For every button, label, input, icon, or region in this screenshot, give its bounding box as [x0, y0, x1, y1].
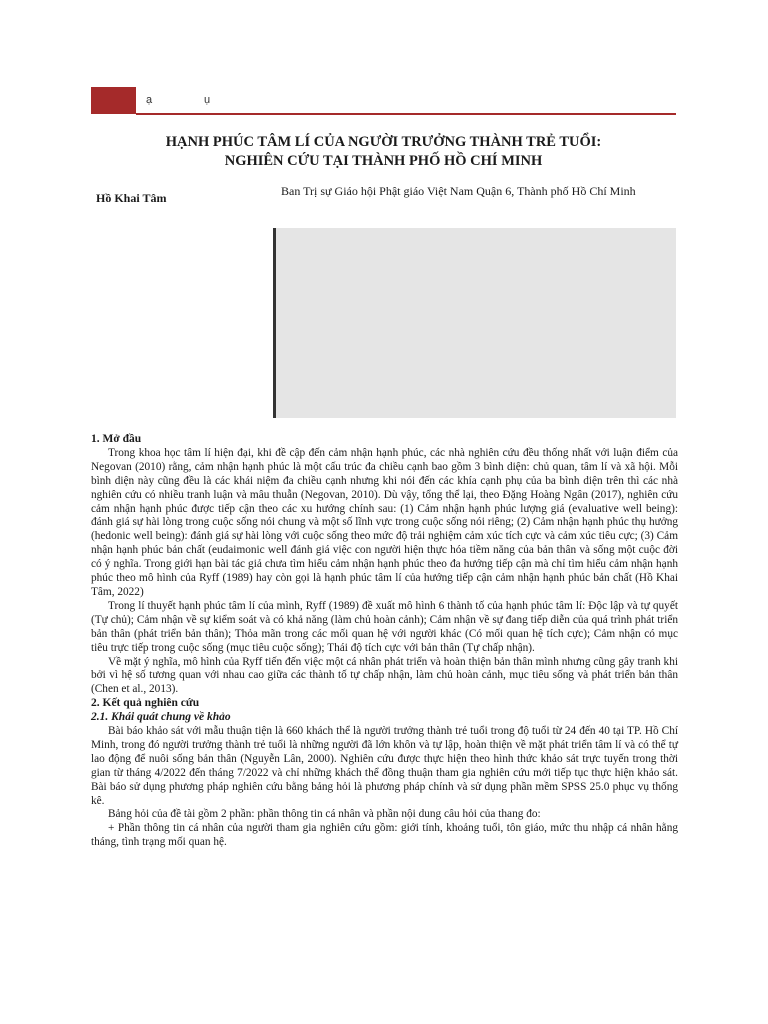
section-1-paragraph-1: Trong khoa học tâm lí hiện đại, khi đề cập đến cảm nhận hạnh phúc, các nhà nghiên cứu đều thống nhất với luận điểm của Negovan (2010) rằng, cảm nhận hạnh phúc là một cấu trúc đa chiều cạnh bao gồm 3 bình diện: chủ quan, tâm lí và xã hội. Mỗi bình diện này cũng đều là các khái niệm đa chiều cạnh nhưng khi nói đến các khía cạnh phụ của ba bình diện trên thì các nhà nghiên cứu có nhiều tranh luận và mâu thuẫn (Negovan, 2010). Dù vậy, tổng thể lại, theo Đặng Hoàng Ngân (2017), nghiên cứu cảm nhận hạnh phúc được tiếp cận theo các xu hướng chính sau: (1) Cảm nhận hạnh phúc lượng giá (evaluative well being): đánh giá sự hài lòng trong cuộc sống nói chung và một số lĩnh vực trong cuộc sống nói riêng; (2) Cảm nhận hạnh phúc thụ hưởng (hedonic well being): đánh giá sự hài lòng với cuộc sống theo mức độ trải nghiệm cảm xúc tích cực và cảm xúc tiêu cực; (3) Cảm nhận hạnh phúc bản chất (eudaimonic well đánh giá việc con người hiện thực hóa tiềm năng của bản thân và sống một cuộc đời có ý nghĩa. Trong giới hạn bài tác giả chưa tìm hiểu cảm nhận hạnh phúc theo đa hướng tiếp cận mà chỉ tìm hiểu cảm nhận hạnh phúc theo mô hình của Ryff (1989) hay còn gọi là hạnh phúc tâm lí của hướng tiếp cận cảm nhận hạnh phúc bản chất (Hồ Khai Tâm, 2022)	[91, 446, 678, 598]
section-2-paragraph-2: Bảng hỏi của đề tài gồm 2 phần: phần thông tin cá nhân và phần nội dung câu hỏi của thang đo:	[108, 808, 541, 821]
header-rule	[136, 113, 676, 115]
section-1-paragraph-3: Về mặt ý nghĩa, mô hình của Ryff tiến đến việc một cá nhân phát triển và hoàn thiện bản thân mình nhưng cũng gây tranh khi bởi vì hệ số tương quan với nhau cao giữa các thành tố tự chấp nhận, làm chủ hoàn cảnh, mục tiêu sống và phát triển bản thân (Chen et al., 2013).	[91, 655, 678, 696]
author-affiliation: Ban Trị sự Giáo hội Phật giáo Việt Nam Quận 6, Thành phố Hồ Chí Minh	[281, 184, 636, 198]
section-2-1-heading: 2.1. Khái quát chung về khảo	[91, 711, 231, 724]
section-2-heading: 2. Kết quả nghiên cứu	[91, 697, 200, 710]
author-name: Hồ Khai Tâm	[96, 191, 167, 205]
header-color-block	[91, 87, 136, 114]
article-body	[91, 433, 678, 850]
section-2-paragraph-1: Bài báo khảo sát với mẫu thuận tiện là 660 khách thể là người trưởng thành trẻ tuổi trong độ tuổi từ 24 đến 40 tại TP. Hồ Chí Minh, trong đó người trưởng thành trẻ tuổi là những người đã lớn khôn và tự lập, hoàn thiện về mặt phát triển tâm lí và có thể tự lao động để nuôi sống bản thân (Nguyễn Lân, 2000). Nghiên cứu được thực hiện theo hình thức khảo sát trực tuyến trong thời gian từ tháng 4/2022 đến tháng 7/2022 và chỉ những khách thể đồng thuận tham gia nghiên cứu mới tiếp tục thực hiện khảo sát. Bài báo sử dụng phương pháp nghiên cứu bằng bảng hỏi là phương pháp chính và sử dụng phần mềm SPSS 25.0 phục vụ thống kê.	[91, 725, 678, 807]
title-line-2: NGHIÊN CỨU TẠI THÀNH PHỐ HỒ CHÍ MINH	[224, 153, 543, 169]
header-left-text: ạ	[146, 94, 153, 106]
title-line-1: HẠNH PHÚC TÂM LÍ CỦA NGƯỜI TRƯỞNG THÀNH TRẺ TUỔI:	[165, 134, 602, 150]
section-1-heading: 1. Mở đầu	[91, 433, 142, 445]
section-2-paragraph-3: + Phần thông tin cá nhân của người tham gia nghiên cứu gồm: giới tính, khoảng tuổi, tôn giáo, mức thu nhập cá nhân hằng tháng, tình trạng mối quan hệ.	[91, 822, 678, 849]
abstract-box	[273, 228, 676, 418]
section-1-paragraph-2: Trong lí thuyết hạnh phúc tâm lí của mình, Ryff (1989) đề xuất mô hình 6 thành tố của hạnh phúc tâm lí: Độc lập và tự quyết (Tự chủ); Cảm nhận về sự kiểm soát và có khả năng (làm chủ hoàn cảnh); Cảm nhận về sự đang tiếp diễn của quá trình phát triển bản thân (phát triển bản thân); Thỏa mãn trong các mối quan hệ với người khác (Có mối quan hệ tích cực); Cảm nhận có mục tiêu trực tiếp trong cuộc sống (mục tiêu cuộc sống); Thái độ tích cực với bản thân (Tự chấp nhận).	[91, 599, 678, 654]
paper-title	[91, 133, 676, 171]
header-right-text: ụ	[204, 94, 211, 106]
